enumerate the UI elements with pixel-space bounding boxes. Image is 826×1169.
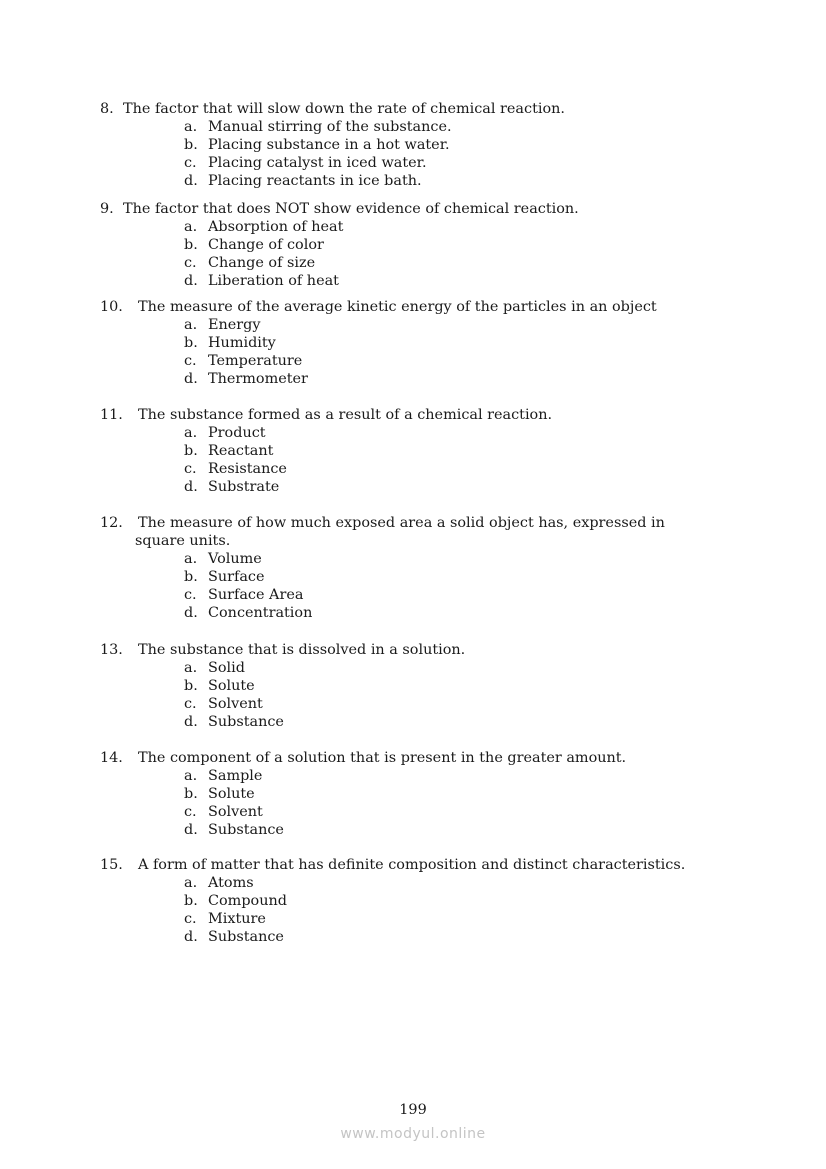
- question-number: 13.: [100, 642, 123, 658]
- option-text: Sample: [208, 768, 263, 784]
- option-letter: d.: [184, 173, 198, 189]
- question-number: 12.: [100, 515, 123, 531]
- option-letter: a.: [184, 425, 198, 441]
- option-text: Solvent: [208, 804, 263, 820]
- option-letter: a.: [184, 119, 198, 135]
- option-text: Thermometer: [208, 371, 308, 387]
- question-number: 14.: [100, 750, 123, 766]
- watermark: www.modyul.online: [340, 1126, 486, 1142]
- option-letter: b.: [184, 786, 198, 802]
- option-letter: b.: [184, 443, 198, 459]
- option-letter: b.: [184, 237, 198, 253]
- option-letter: d.: [184, 371, 198, 387]
- option-letter: c.: [184, 696, 197, 712]
- question-text: The factor that will slow down the rate of chemical reaction.: [123, 101, 565, 117]
- option-text: Humidity: [208, 335, 276, 351]
- option-text: Substance: [208, 714, 284, 730]
- option-text: Surface Area: [208, 587, 304, 603]
- option-letter: b.: [184, 678, 198, 694]
- option-text: Substance: [208, 822, 284, 838]
- question-number: 9.: [100, 201, 114, 217]
- question-number: 8.: [100, 101, 114, 117]
- option-text: Mixture: [208, 911, 266, 927]
- option-text: Substance: [208, 929, 284, 945]
- option-letter: b.: [184, 335, 198, 351]
- option-letter: b.: [184, 893, 198, 909]
- option-letter: d.: [184, 822, 198, 838]
- option-text: Surface: [208, 569, 265, 585]
- option-text: Placing catalyst in iced water.: [208, 155, 427, 171]
- option-text: Liberation of heat: [208, 273, 339, 289]
- option-text: Reactant: [208, 443, 274, 459]
- option-letter: d.: [184, 929, 198, 945]
- option-letter: d.: [184, 605, 198, 621]
- option-text: Placing substance in a hot water.: [208, 137, 450, 153]
- option-letter: c.: [184, 911, 197, 927]
- option-letter: a.: [184, 768, 198, 784]
- option-text: Manual stirring of the substance.: [208, 119, 452, 135]
- option-letter: b.: [184, 569, 198, 585]
- option-letter: a.: [184, 875, 198, 891]
- option-letter: c.: [184, 804, 197, 820]
- option-text: Solute: [208, 786, 255, 802]
- option-text: Concentration: [208, 605, 313, 621]
- question-text: The substance that is dissolved in a solution.: [138, 642, 466, 658]
- option-text: Substrate: [208, 479, 280, 495]
- option-letter: a.: [184, 317, 198, 333]
- option-text: Volume: [208, 551, 262, 567]
- option-text: Absorption of heat: [208, 219, 344, 235]
- option-letter: d.: [184, 714, 198, 730]
- question-number: 10.: [100, 299, 123, 315]
- option-letter: c.: [184, 155, 197, 171]
- option-text: Temperature: [208, 353, 303, 369]
- option-text: Solid: [208, 660, 245, 676]
- option-letter: b.: [184, 137, 198, 153]
- option-text: Compound: [208, 893, 287, 909]
- option-text: Solvent: [208, 696, 263, 712]
- question-text: A form of matter that has definite composition and distinct characteristics.: [138, 857, 686, 873]
- option-letter: d.: [184, 273, 198, 289]
- page-number: 199: [399, 1102, 427, 1118]
- question-text: The measure of the average kinetic energy of the particles in an object: [138, 299, 657, 315]
- question-text-continued: square units.: [135, 533, 231, 549]
- option-letter: c.: [184, 353, 197, 369]
- option-letter: c.: [184, 587, 197, 603]
- question-number: 11.: [100, 407, 123, 423]
- option-text: Resistance: [208, 461, 287, 477]
- option-text: Change of size: [208, 255, 316, 271]
- option-letter: a.: [184, 551, 198, 567]
- question-text: The component of a solution that is present in the greater amount.: [138, 750, 627, 766]
- option-text: Atoms: [208, 875, 254, 891]
- option-letter: d.: [184, 479, 198, 495]
- option-text: Energy: [208, 317, 261, 333]
- option-text: Product: [208, 425, 266, 441]
- option-letter: a.: [184, 660, 198, 676]
- option-letter: a.: [184, 219, 198, 235]
- option-letter: c.: [184, 255, 197, 271]
- option-letter: c.: [184, 461, 197, 477]
- option-text: Change of color: [208, 237, 324, 253]
- question-text: The measure of how much exposed area a solid object has, expressed in: [138, 515, 665, 531]
- question-text: The substance formed as a result of a chemical reaction.: [138, 407, 553, 423]
- question-number: 15.: [100, 857, 123, 873]
- option-text: Placing reactants in ice bath.: [208, 173, 422, 189]
- option-text: Solute: [208, 678, 255, 694]
- question-text: The factor that does NOT show evidence of chemical reaction.: [123, 201, 579, 217]
